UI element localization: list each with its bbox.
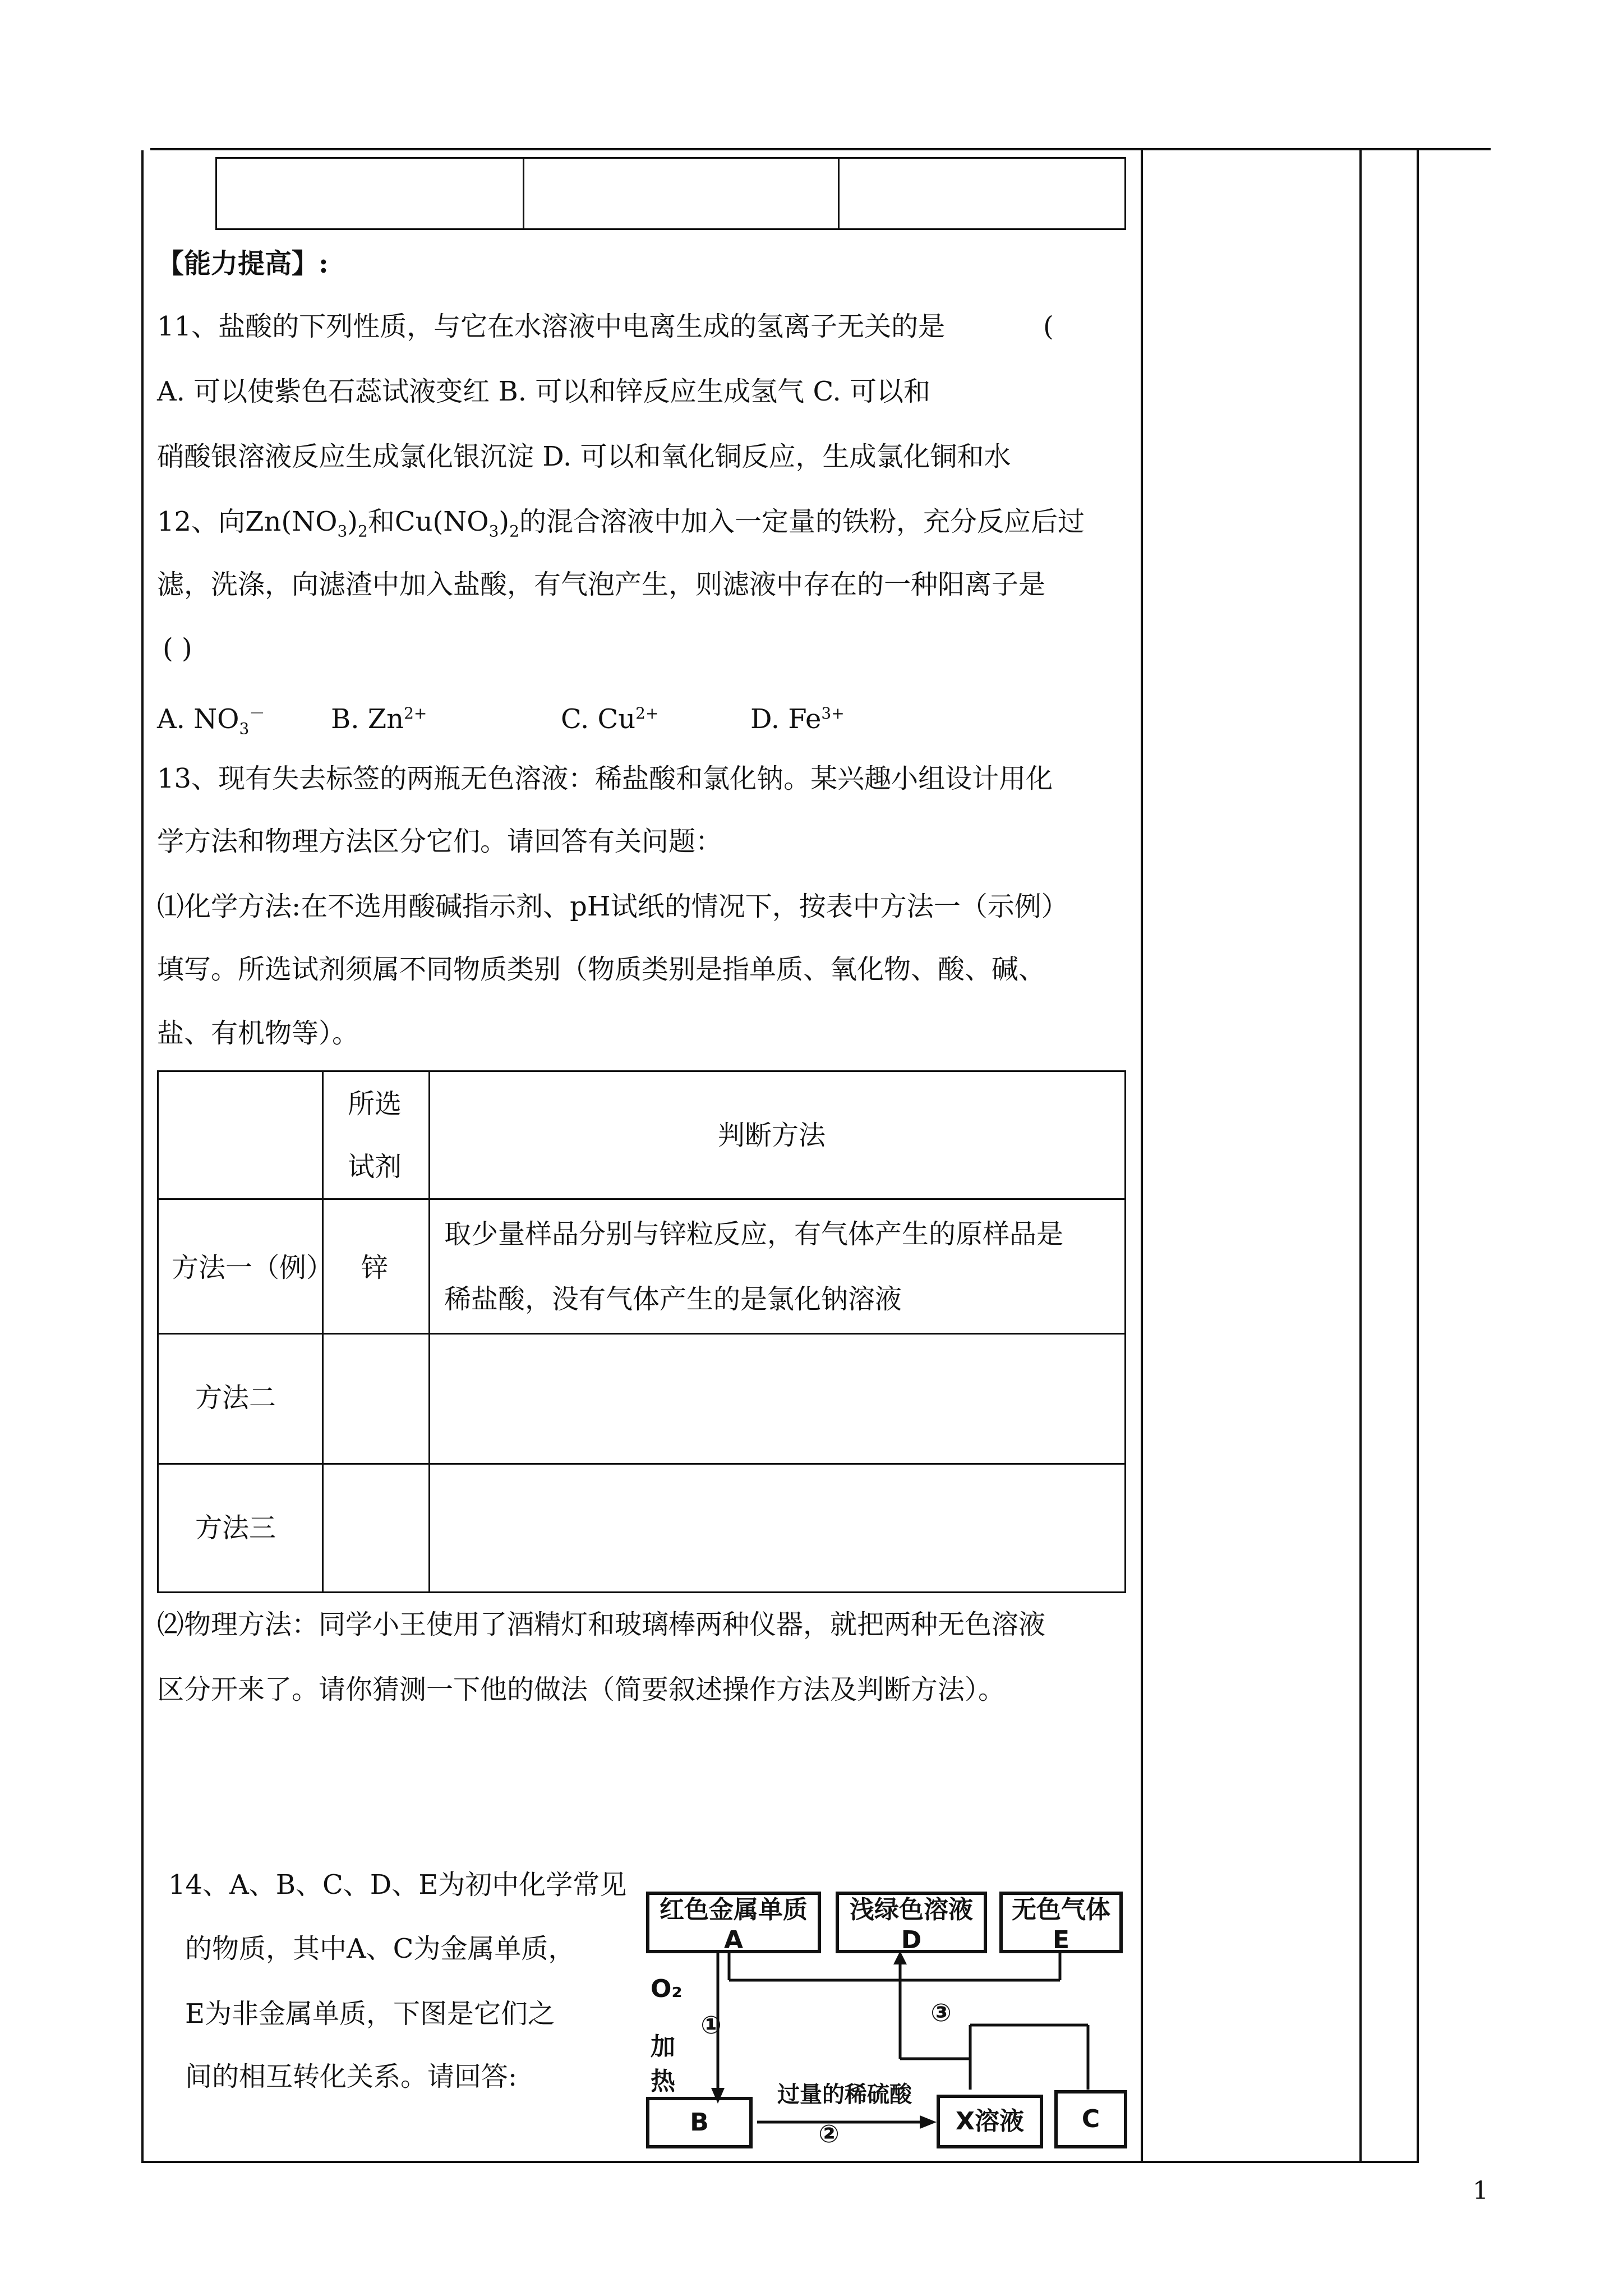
q13-physical-1: ⑵物理方法：同学小王使用了酒精灯和玻璃棒两种仪器，就把两种无色溶液 (157, 1609, 1046, 1640)
page-number: 1 (1473, 2177, 1488, 2205)
box-b: B (646, 2097, 753, 2148)
q11-stem: 11、盐酸的下列性质，与它在水溶液中电离生成的氢离子无关的是 (157, 311, 946, 342)
frame-right (1417, 150, 1419, 2163)
q12-cu-sub2: 2 (509, 522, 519, 541)
q14-line4: 间的相互转化关系。请回答: (185, 2061, 518, 2092)
top-table (215, 157, 1126, 230)
q13-line4: 填写。所选试剂须属不同物质类别（物质类别是指单质、氧化物、酸、碱、 (157, 954, 1046, 985)
q12-opt-d: D. $Fe^{3+}$ (750, 703, 845, 735)
q12-zn-sub2: 2 (358, 522, 368, 541)
label-heat-1: 加 (651, 2032, 675, 2061)
q11-line3: 硝酸银溶液反应生成氯化银沉淀 D. 可以和氧化铜反应，生成氯化铜和水 (157, 441, 1011, 472)
table-row-3-name: 方法三 (195, 1512, 276, 1544)
q12-line2: 滤，洗涤，向滤渣中加入盐酸，有气泡产生，则滤液中存在的一种阳离子是 (157, 569, 1046, 600)
circle-1: ① (700, 2011, 722, 2040)
q14-line2: 的物质，其中A、C为金属单质， (185, 1933, 575, 1964)
q13-line1: 13、现有失去标签的两瓶无色溶液：稀盐酸和氯化钠。某兴趣小组设计用化 (157, 763, 1053, 794)
reaction-diagram (645, 1890, 1138, 2154)
q12-cu-sub3: 3 (488, 522, 499, 541)
table-head-reagent-2: 试剂 (348, 1151, 402, 1182)
method-table (157, 1070, 1126, 1593)
method-table-row-3 (157, 1463, 1126, 1465)
q12-line1 (157, 505, 1085, 549)
q11-line2: A. 可以使紫色石蕊试液变红 B. 可以和锌反应生成氢气 C. 可以和 (157, 376, 931, 407)
q11-paren: ( (1043, 311, 1054, 342)
q13-physical-2: 区分开来了。请你猜测一下他的做法（简要叙述操作方法及判断方法）。 (157, 1674, 1006, 1705)
q12-opt-a: A. $NO_3^-$ (157, 703, 265, 738)
q12-zn-close: ) (347, 506, 358, 537)
method-table-row-1 (157, 1198, 1126, 1200)
q14-line1: 14、A、B、C、D、E为初中化学常见 (168, 1869, 627, 1901)
q12-cu-close: ) (499, 506, 510, 537)
q13-line5: 盐、有机物等）。 (157, 1018, 359, 1049)
section-title: 【能力提高】: (157, 248, 329, 279)
q12-suffix: 的混合溶液中加入一定量的铁粉，充分反应后过 (519, 506, 1085, 537)
q12-zn: Zn(NO (245, 506, 338, 537)
circle-3: ③ (930, 1999, 952, 2027)
q12-cu: Cu(NO (394, 506, 489, 537)
q12-mid: 和 (367, 506, 395, 537)
box-x: X溶液 (937, 2095, 1043, 2148)
table-head-reagent-1: 所选 (348, 1088, 402, 1120)
top-table-div-2 (838, 157, 840, 230)
top-rule (150, 148, 1491, 150)
method-table-col-1 (322, 1070, 324, 1593)
frame-col-2 (1359, 150, 1362, 2163)
q12-prefix: 12、向 (157, 506, 246, 537)
label-o2: O₂ (651, 1975, 683, 2003)
q12-zn-sub3: 3 (337, 522, 348, 541)
frame-left (141, 150, 144, 2163)
box-c: C (1054, 2090, 1127, 2148)
table-row-1-name: 方法一（例） (172, 1252, 334, 1283)
method-table-row-2 (157, 1333, 1126, 1335)
table-row-2-name: 方法二 (195, 1382, 276, 1414)
label-acid: 过量的稀硫酸 (777, 2082, 912, 2108)
top-table-div-1 (523, 157, 524, 230)
q13-line3: ⑴化学方法:在不选用酸碱指示剂、pH试纸的情况下，按表中方法一（示例） (157, 891, 1068, 922)
box-e: 无色气体 E (999, 1892, 1123, 1953)
q13-line2: 学方法和物理方法区分它们。请回答有关问题： (157, 826, 723, 857)
table-row-1-method-2: 稀盐酸，没有气体产生的是氯化钠溶液 (444, 1283, 902, 1315)
circle-2: ② (818, 2120, 840, 2148)
frame-col-1 (1141, 150, 1143, 2163)
table-row-1-method-1: 取少量样品分别与锌粒反应，有气体产生的原样品是 (444, 1218, 1064, 1250)
table-row-1-reagent: 锌 (361, 1252, 389, 1283)
table-head-method: 判断方法 (718, 1120, 826, 1151)
box-d: 浅绿色溶液 D (836, 1892, 987, 1953)
frame-bottom (141, 2161, 1419, 2163)
box-a: 红色金属单质 A (646, 1892, 821, 1953)
q12-opt-c: C. $Cu^{2+}$ (561, 703, 659, 735)
method-table-col-2 (428, 1070, 430, 1593)
q12-opt-b: B. $Zn^{2+}$ (331, 703, 427, 735)
q14-line3: E为非金属单质，下图是它们之 (185, 1998, 555, 2030)
q12-line3: ( ) (163, 633, 192, 664)
label-heat-2: 热 (651, 2067, 675, 2096)
